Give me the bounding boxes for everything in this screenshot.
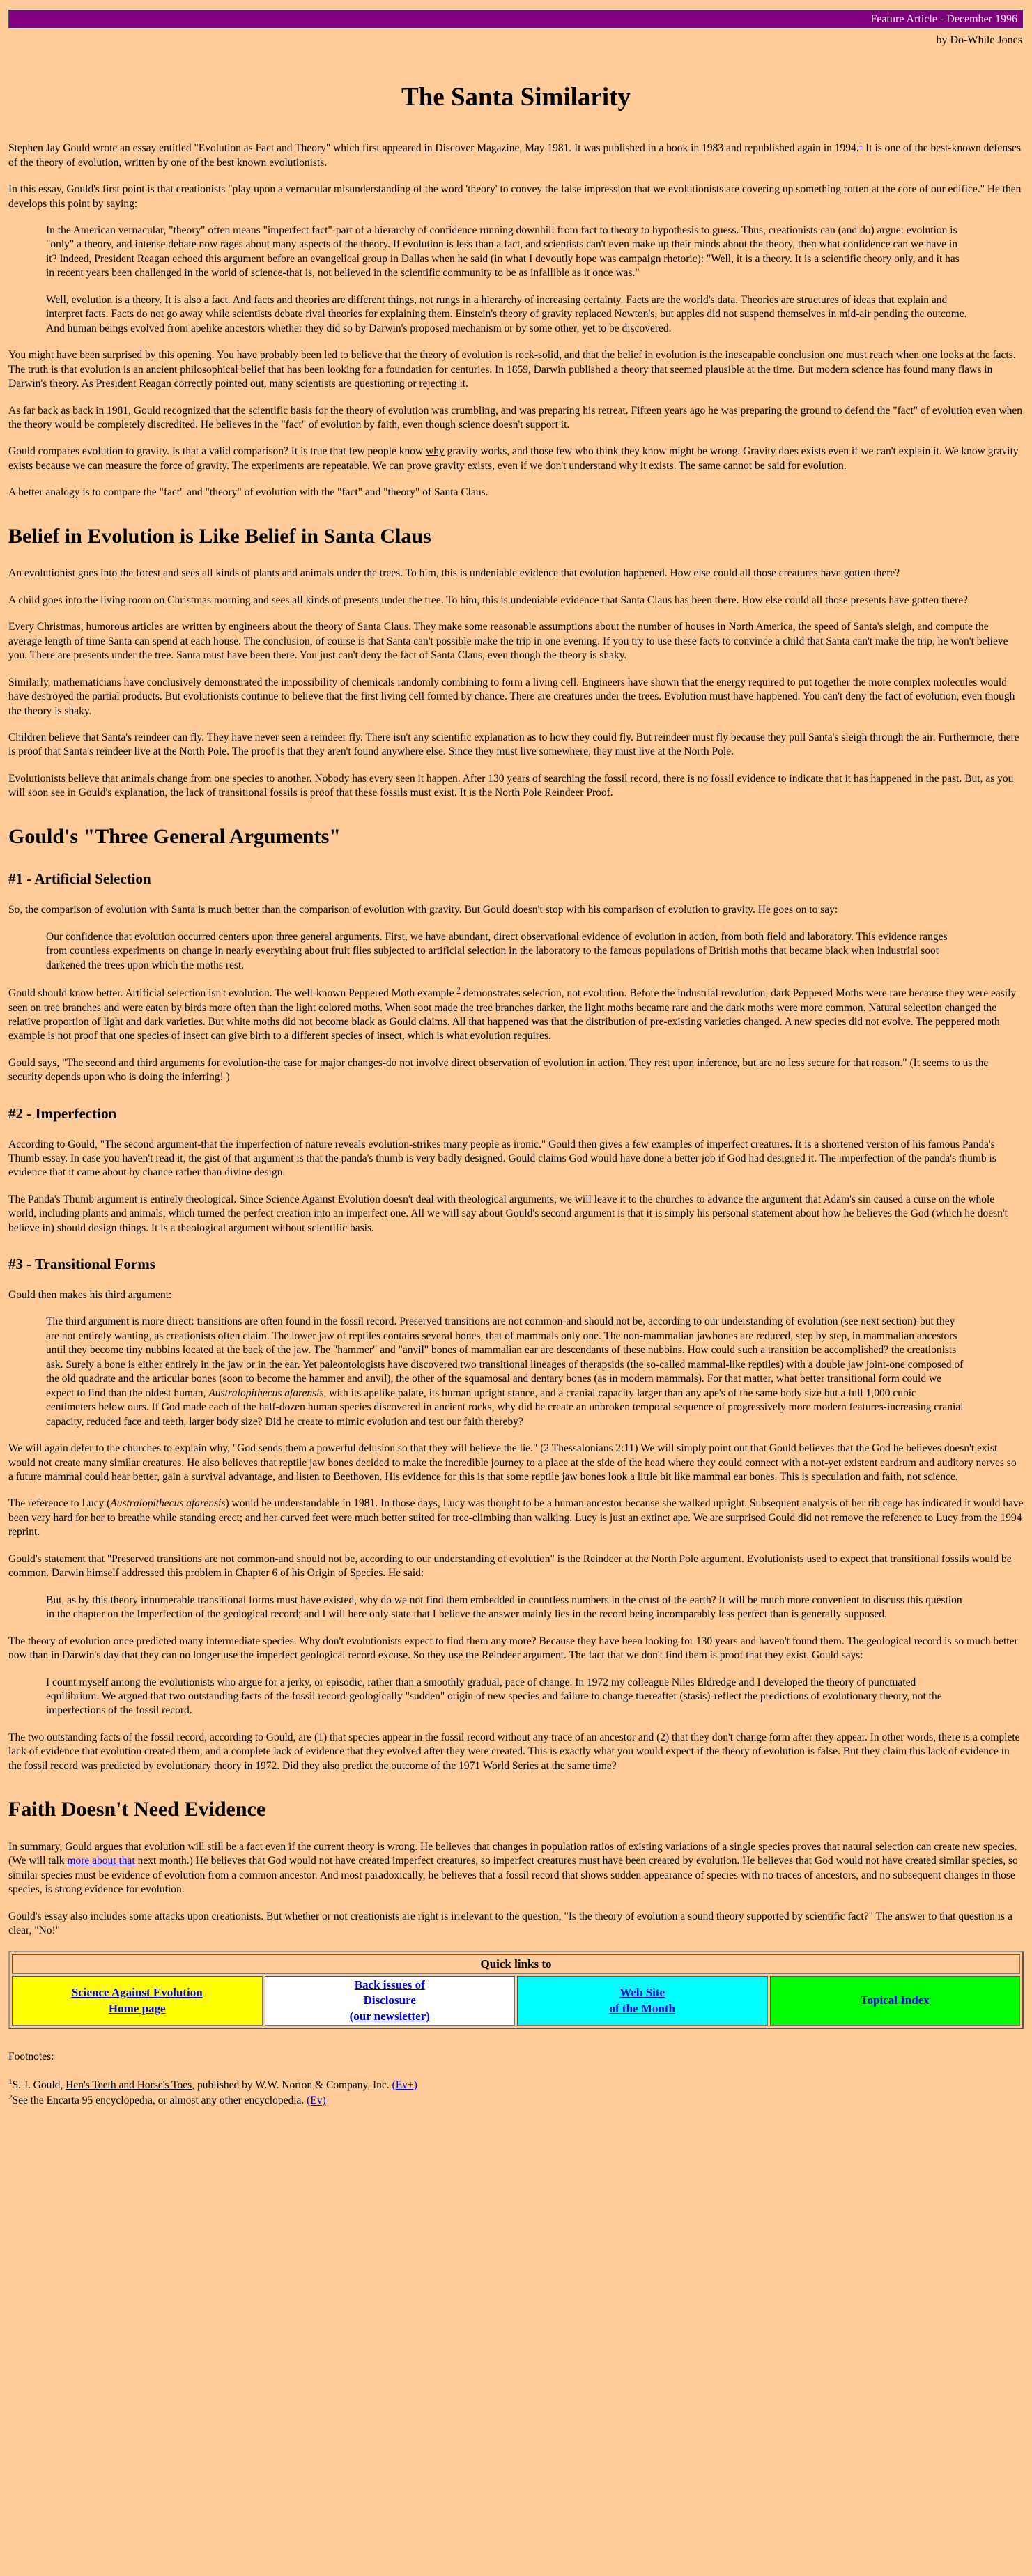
footnote-text: See the Encarta 95 encyclopedia, or almost any other encyclopedia. (12, 2095, 307, 2107)
underlined-word: become (315, 1016, 349, 1028)
intro-paragraph-3: You might have been surprised by this opening. You have probably been led to believe that the theory of evolution is rock-solid, and that the belief in evolution is the inescapable conclusion one must reach when one looks at the facts. The truth is that evolution is an ancient philosophical belief that has been looking for a foundation for centuries. In 1859, Darwin published a theory that seemed plausible at the time. But modern science has found many flaws in Darwin's theory. As President Reagan correctly pointed out, many scientists are questioning or rejecting it. (8, 349, 1016, 390)
gould-quote-1 (46, 224, 968, 336)
page-title: The Santa Similarity (401, 83, 631, 112)
intro-paragraph-5 (8, 445, 1024, 473)
footnote-2-link[interactable]: 2 (456, 985, 461, 994)
argument-1-paragraph-2 (8, 985, 1024, 1044)
link-text: (our newsletter) (349, 2009, 430, 2023)
intro-paragraph-6: A better analogy is to compare the "fact" and "theory" of evolution with the "fact" and "theory" of Santa Claus. (8, 486, 488, 499)
section-heading-faith: Faith Doesn't Need Evidence (8, 1798, 266, 1821)
quote-paragraph (46, 1315, 968, 1429)
santa-paragraph-5: Children believe that Santa's reindeer can fly. They have never seen a reindeer fly. There isn't any scientific explanation as to how they could fly. But reindeer must fly because they pull Santa's sleigh through the air. Furthermore, there is proof that Santa's reindeer live at the North Pole. The proof is that they aren't found anywhere else. Since they must live somewhere, they must live at the North Pole. (8, 732, 1019, 758)
argument-2-paragraph-1: According to Gould, "The second argument-that the imperfection of nature reveals evolution-strikes many people as ironic." Gould then gives a few examples of imperfect creatures. It is a shortened version of his famous Panda's Thumb essay. In case you haven't read it, the gist of that argument is that the panda's thumb is very badly designed. Gould claims God would have done a better job if God had designed it. The imperfection of the panda's thumb is evidence that it came about by chance rather than divine design. (8, 1138, 996, 1179)
footnote-2 (8, 2092, 1024, 2108)
argument-1-paragraph-1: So, the comparison of evolution with Santa is much better than the comparison of evolution with gravity. But Gould doesn't stop with his comparison of evolution to gravity. He goes on to say: (8, 904, 838, 916)
quick-link-cell-back-issues (265, 1976, 516, 2026)
intro-text: Stephen Jay Gould wrote an essay entitled "Evolution as Fact and Theory" which first appeared in Discover Magazine, May 1981. It was published in a book in 1983 and republished again in 1994. (8, 142, 859, 155)
body-text: Gould should know better. Artificial selection isn't evolution. The well-known Peppered Moth example (8, 987, 457, 1000)
footnote-text: S. J. Gould, (12, 2078, 66, 2091)
link-text: of the Month (609, 2001, 675, 2015)
link-text: Web Site (619, 1986, 665, 2000)
book-title: Hen's Teeth and Horse's Toes (66, 2078, 192, 2091)
more-about-that-link[interactable]: more about that (67, 1855, 135, 1867)
santa-paragraph-6: Evolutionists believe that animals change from one species to another. Nobody has every seen it happen. After 130 years of searching the fossil record, there is no fossil evidence to indicate that it has happened in the past. But, as you will soon see in Gould's explanation, the lack of transitional fossils is proof that these fossils must exist. It is the North Pole Reindeer Proof. (8, 772, 1014, 799)
ev-plus-link[interactable]: (Ev+) (392, 2078, 417, 2091)
quote-paragraph: But, as by this theory innumerable transitional forms must have existed, why do we not find them embedded in countless numbers in the crust of the earth? It will be much more convenient to discuss this question in the chapter on the Imperfection of the geological record; and I will here only state that I believe the answer mainly lies in the record being incomparably less perfect than is generally supposed. (46, 1594, 962, 1621)
gould-quote-2 (46, 930, 968, 973)
body-text: In summary, Gould argues that evolution will still be a fact even if the current theory is wrong. He believes that changes in population ratios of existing variations of a single species proves that natural selection can create new species. (We will talk (8, 1840, 1017, 1867)
body-text: The reference to Lucy ( (8, 1497, 111, 1510)
footnote-number: 1 (8, 2077, 13, 2086)
species-name: Australopithecus afarensis (110, 1497, 226, 1510)
argument-2-paragraph-2: The Panda's Thumb argument is entirely theological. Since Science Against Evolution doesn't deal with theological arguments, we will leave it to the churches to advance the argument that Adam's sin caused a curse on the whole world, including plants and animals, which turned the perfect creation into an imperfect one. All we will say about Gould's second argument is that it is simply his personal statement about how he believes the God (which he doesn't believe in) should design things. It is a theological argument without scientific basis. (8, 1193, 1008, 1234)
quick-links-title: Quick links to (12, 1954, 1020, 1974)
link-text: Disclosure (363, 1993, 416, 2007)
subheading-transitional-forms: #3 - Transitional Forms (8, 1256, 155, 1273)
footnote-text: , published by W.W. Norton & Company, Inc. (192, 2078, 392, 2091)
underlined-word: why (426, 445, 445, 458)
quote-paragraph: Well, evolution is a theory. It is also a fact. And facts and theories are different things, not rungs in a hierarchy of increasing certainty. Facts are the world's data. Theories are structures of ideas that explain and interpret facts. Facts do not go away while scientists debate rival theories for explaining them. Einstein's theory of gravity replaced Newton's, but apples did not suspend themselves in mid-air pending the outcome. And human beings evolved from apelike ancestors whether they did so by Darwin's proposed mechanism or by some other, yet to be discovered. (46, 293, 967, 334)
quick-link-cell-website (517, 1976, 768, 2026)
intro-paragraph-2: In this essay, Gould's first point is that creationists "play upon a vernacular misunderstanding of the word 'theory' to convey the false impression that we evolutionists are covering up something rotten at the core of our edifice." He then develops this point by saying: (8, 183, 1022, 210)
footnote-1 (8, 2077, 1024, 2093)
intro-text: It is one of the best-known defenses of the theory of evolution, written by one of the best known evolutionists. (8, 142, 1022, 169)
argument-3-paragraph-4: Gould's statement that "Preserved transitions are not common-and should not be, according to our understanding of evolution" is the Reindeer at the North Pole argument. Evolutionists used to expect that transitional fossils would be common. Darwin himself addressed this problem in Chapter 6 of his Origin of Species. He said: (8, 1552, 1012, 1580)
quote-text: The third argument is more direct: transitions are often found in the fossil record. Preserved transitions are not common-and should not be, according to our understanding of evolution (see next section)-but they are not entirely wanting, as creationists often claim. The lower jaw of reptiles contains several bones, that of mammals only one. The non-mammalian jawbones are reduced, step by step, in mammalian ancestors until they become tiny nubbins located at the back of the jaw. The "hammer" and "anvil" bones of mammalian ear are descendants of these nubbins. How could such a transition be accomplished? the creationists ask. Surely a bone is either entirely in the jaw or in the ear. Yet paleontologists have discovered two transitional lineages of therapsids (the so-called mammal-like reptiles) with a double jaw joint-one composed of the old quadrate and the articular bones (soon to become the hammer and anvil), the other of the squamosal and dentary bones (as in modern mammals). For that matter, what better transitional form could we expect to find than the oldest human, (46, 1316, 964, 1399)
quote-paragraph: In the American vernacular, "theory" often means "imperfect fact"-part of a hierarchy of confidence running downhill from fact to theory to hypothesis to guess. Thus, creationists can (and do) argue: evolution is "only" a theory, and intense debate now rages about many aspects of the theory. If evolution is less than a fact, and scientists can't even make up their minds about the theory, then what confidence can we have in it? Indeed, President Reagan echoed this argument before an evangelical group in Dallas when he said (in what I devoutly hope was campaign rhetoric): "Well, it is a theory. It is a scientific theory only, and it has in recent years been challenged in the world of science-that is, not believed in the scientific community to be as infallible as it once was." (46, 224, 960, 279)
argument-1-paragraph-3: Gould says, "The second and third arguments for evolution-the case for major changes-do not involve direct observation of evolution in action. They rest upon inference, but are no less secure for that reason." (It seems to us the security depends upon who is doing the inferring! ) (8, 1056, 989, 1083)
subheading-imperfection: #2 - Imperfection (8, 1104, 117, 1122)
faith-paragraph-2: Gould's essay also includes some attacks upon creationists. But whether or not creationists are right is irrelevant to the question, "Is the theory of evolution a sound theory supported by scientific fact?" The answer to that question is a clear, "No!" (8, 1910, 1012, 1937)
quote-paragraph: I count myself among the evolutionists who argue for a jerky, or episodic, rather than a smoothly gradual, pace of change. In 1972 my colleague Niles Eldredge and I developed the theory of punctuated equilibrium. We argued that two outstanding facts of the fossil record-geologically "sudden" origin of new species and failure to change thereafter (stasis)-reflect the predictions of evolutionary theory, not the imperfections of the fossil record. (46, 1676, 942, 1717)
quote-text: , with its apelike palate, its human upright stance, and a cranial capacity larger than any ape's of the same body size but a full 1,000 cubic centimeters below ours. If God made each of the half-dozen human species discovered in ancient rocks, why did he create an unbroken temporal sequence of progressively more modern features-increasing cranial capacity, reduced face and teeth, larger body size? Did he create to mimic evolution and test our faith thereby? (46, 1387, 964, 1428)
byline: by Do-While Jones (936, 34, 1022, 47)
footnote-1-link[interactable]: 1 (858, 141, 863, 150)
body-text: demonstrates selection, not evolution. Before the industrial revolution, dark Peppered Moths were rare because they were easily seen on tree branches and were eaten by birds more often than the light colored moths. When soot made the tree branches darker, the light moths became rare and the dark moths were more common. Natural selection changed the relative proportion of light and dark varieties. But white moths did not (8, 987, 1017, 1028)
subheading-artificial-selection: #1 - Artificial Selection (8, 870, 151, 888)
body-text: black as Gould claims. All that happened was that the distribution of pre-existing varieties changed. A new species did not evolve. The peppered moth example is not proof that one species of insect can give birth to a different species of insect, which is what evolution requires. (8, 1016, 1000, 1042)
body-text: ) would be understandable in 1981. In those days, Lucy was thought to be a human ancestor because she walked upright. Subsequent analysis of her rib cage has indicated it would have been very hard for her to breathe while standing erect; and her curved feet were much better suited for tree-climbing than walking. Lucy is just an extinct ape. We are surprised Gould did not remove the reference to Lucy from the 1994 reprint. (8, 1497, 1024, 1538)
section-heading-three-arguments: Gould's "Three General Arguments" (8, 824, 341, 848)
quick-link-cell-home (12, 1976, 263, 2026)
back-issues-link[interactable] (350, 1978, 430, 2023)
link-text: Back issues of (354, 1977, 425, 1991)
gould-quote-3 (46, 1315, 968, 1429)
link-text: Home page (108, 2001, 166, 2015)
argument-3-paragraph-6: The two outstanding facts of the fossil record, according to Gould, are (1) that species appear in the fossil record without any trace of an ancestor and (2) that they don't change form after they appear. In other words, there is a complete lack of evidence that evolution created them; and a complete lack of evidence that they evolved after they were created. This is exactly what you would expect if the theory of evolution is false. But they claim this lack of evidence in the fossil record was predicted by evolutionary theory in 1972. Did they also predict the outcome of the 1971 World Series at the same time? (8, 1731, 1020, 1772)
species-name: Australopithecus afarensis (208, 1387, 324, 1399)
intro-text: gravity works, and those few who think they know might be wrong. Gravity does exists even if we can't explain it. We know gravity exists because we can measure the force of gravity. The experiments are repeatable. We can prove gravity exists, even if we don't understand why it exists. The same cannot be said for evolution. (8, 445, 1019, 472)
body-text: next month.) He believes that God would not have created imperfect creatures, so imperfect creatures must have been created by evolution. He believes that God would not have created similar species, so similar species must be evidence of evolution from a common ancestor. And most paradoxically, he believes that a fossil record that shows sudden appearance of species with no traces of ancestors, and no subsequent changes in those species, is strong evidence for evolution. (8, 1855, 1018, 1896)
darwin-quote (46, 1594, 968, 1622)
argument-3-paragraph-5: The theory of evolution once predicted many intermediate species. Why don't evolutionists expect to find them any more? Because they have been looking for 130 years and haven't found them. The geological record is so much better now than in Darwin's day that they can no longer use the imperfect geological record excuse. So they use the Reindeer argument. The fact that we don't find them is proof that they exist. Gould says: (8, 1635, 1018, 1662)
argument-3-paragraph-3 (8, 1497, 1024, 1539)
santa-paragraph-3: Every Christmas, humorous articles are written by engineers about the theory of Santa Claus. They make some reasonable assumptions about the number of houses in North America, the speed of Santa's sleigh, and compute the average length of time Santa can spend at each house. The conclusion, of course is that Santa can't possible make the trip in one evening. If you try to use these facts to convince a child that Santa can't make the trip, he won't believe you. There are presents under the tree. Santa must have been there. You just can't deny the fact of Santa Claus, even though the theory is shaky. (8, 621, 1008, 662)
quote-paragraph: Our confidence that evolution occurred centers upon three general arguments. First, we have abundant, direct observational evidence of evolution in action, from both field and laboratory. This evidence ranges from countless experiments on change in nearly everything about fruit flies subjected to artificial selection in the laboratory to the famous populations of British moths that became black when industrial soot darkened the trees upon which the moths rest. (46, 930, 948, 971)
section-heading-santa: Belief in Evolution is Like Belief in Santa Claus (8, 524, 431, 548)
link-text: Science Against Evolution (71, 1986, 203, 2000)
intro-paragraph-1 (8, 140, 1024, 170)
home-page-link[interactable] (72, 1986, 203, 2014)
argument-3-paragraph-1: Gould then makes his third argument: (8, 1289, 172, 1301)
footnote-number: 2 (8, 2093, 13, 2102)
santa-paragraph-1: An evolutionist goes into the forest and sees all kinds of plants and animals under the trees. To him, this is undeniable evidence that evolution happened. How else could all those creatures have gotten there? (8, 567, 900, 580)
website-of-month-link[interactable] (610, 1986, 675, 2014)
santa-paragraph-4: Similarly, mathematicians have conclusively demonstrated the impossibility of chemicals randomly combining to form a living cell. Engineers have shown that the energy required to put together the more complex molecules would have destroyed the partial products. But evolutionists continue to believe that the first living cell formed by chance. There are creatures under the trees. Evolution must have happened. You can't deny the fact of evolution, even though the theory is shaky. (8, 676, 1015, 717)
feature-banner: Feature Article - December 1996 (8, 10, 1024, 29)
quick-link-cell-topical-index (770, 1976, 1021, 2026)
intro-text: Gould compares evolution to gravity. Is that a valid comparison? It is true that few people know (8, 445, 426, 458)
argument-3-paragraph-2: We will again defer to the churches to explain why, "God sends them a powerful delusion so that they will believe the lie." (2 Thessalonians 2:11) We will simply point out that Gould believes that the God he believes doesn't exist would not create many similar creatures. He also believes that reptile jaw bones decided to make the incredible journey to a place at the side of the head where they could connect with a not-yet existent eardrum and auditory nerves so a future mammal could hear better, gain a survival advantage, and listen to Beethoven. His evidence for this is that some reptile jaw bones look a little bit like mammal ear bones. This is speculation and faith, not science. (8, 1442, 1017, 1483)
santa-paragraph-2: A child goes into the living room on Christmas morning and sees all kinds of presents under the tree. To him, this is undeniable evidence that Santa Claus has been there. How else could all those presents have gotten there? (8, 594, 968, 606)
ev-link[interactable]: (Ev) (307, 2095, 326, 2107)
footnotes-label: Footnotes: (8, 2051, 54, 2063)
faith-paragraph-1 (8, 1840, 1024, 1897)
topical-index-link[interactable]: Topical Index (860, 1993, 930, 2007)
gould-quote-4 (46, 1676, 968, 1718)
intro-paragraph-4: As far back as back in 1981, Gould recognized that the scientific basis for the theory of evolution was crumbling, and was preparing his retreat. Fifteen years ago he was preparing the ground to defend the "fact" of evolution even when the theory would be completely discredited. He believes in the "fact" of evolution by faith, even though science doesn't support it. (8, 404, 1022, 431)
quick-links-table (8, 1951, 1024, 2030)
